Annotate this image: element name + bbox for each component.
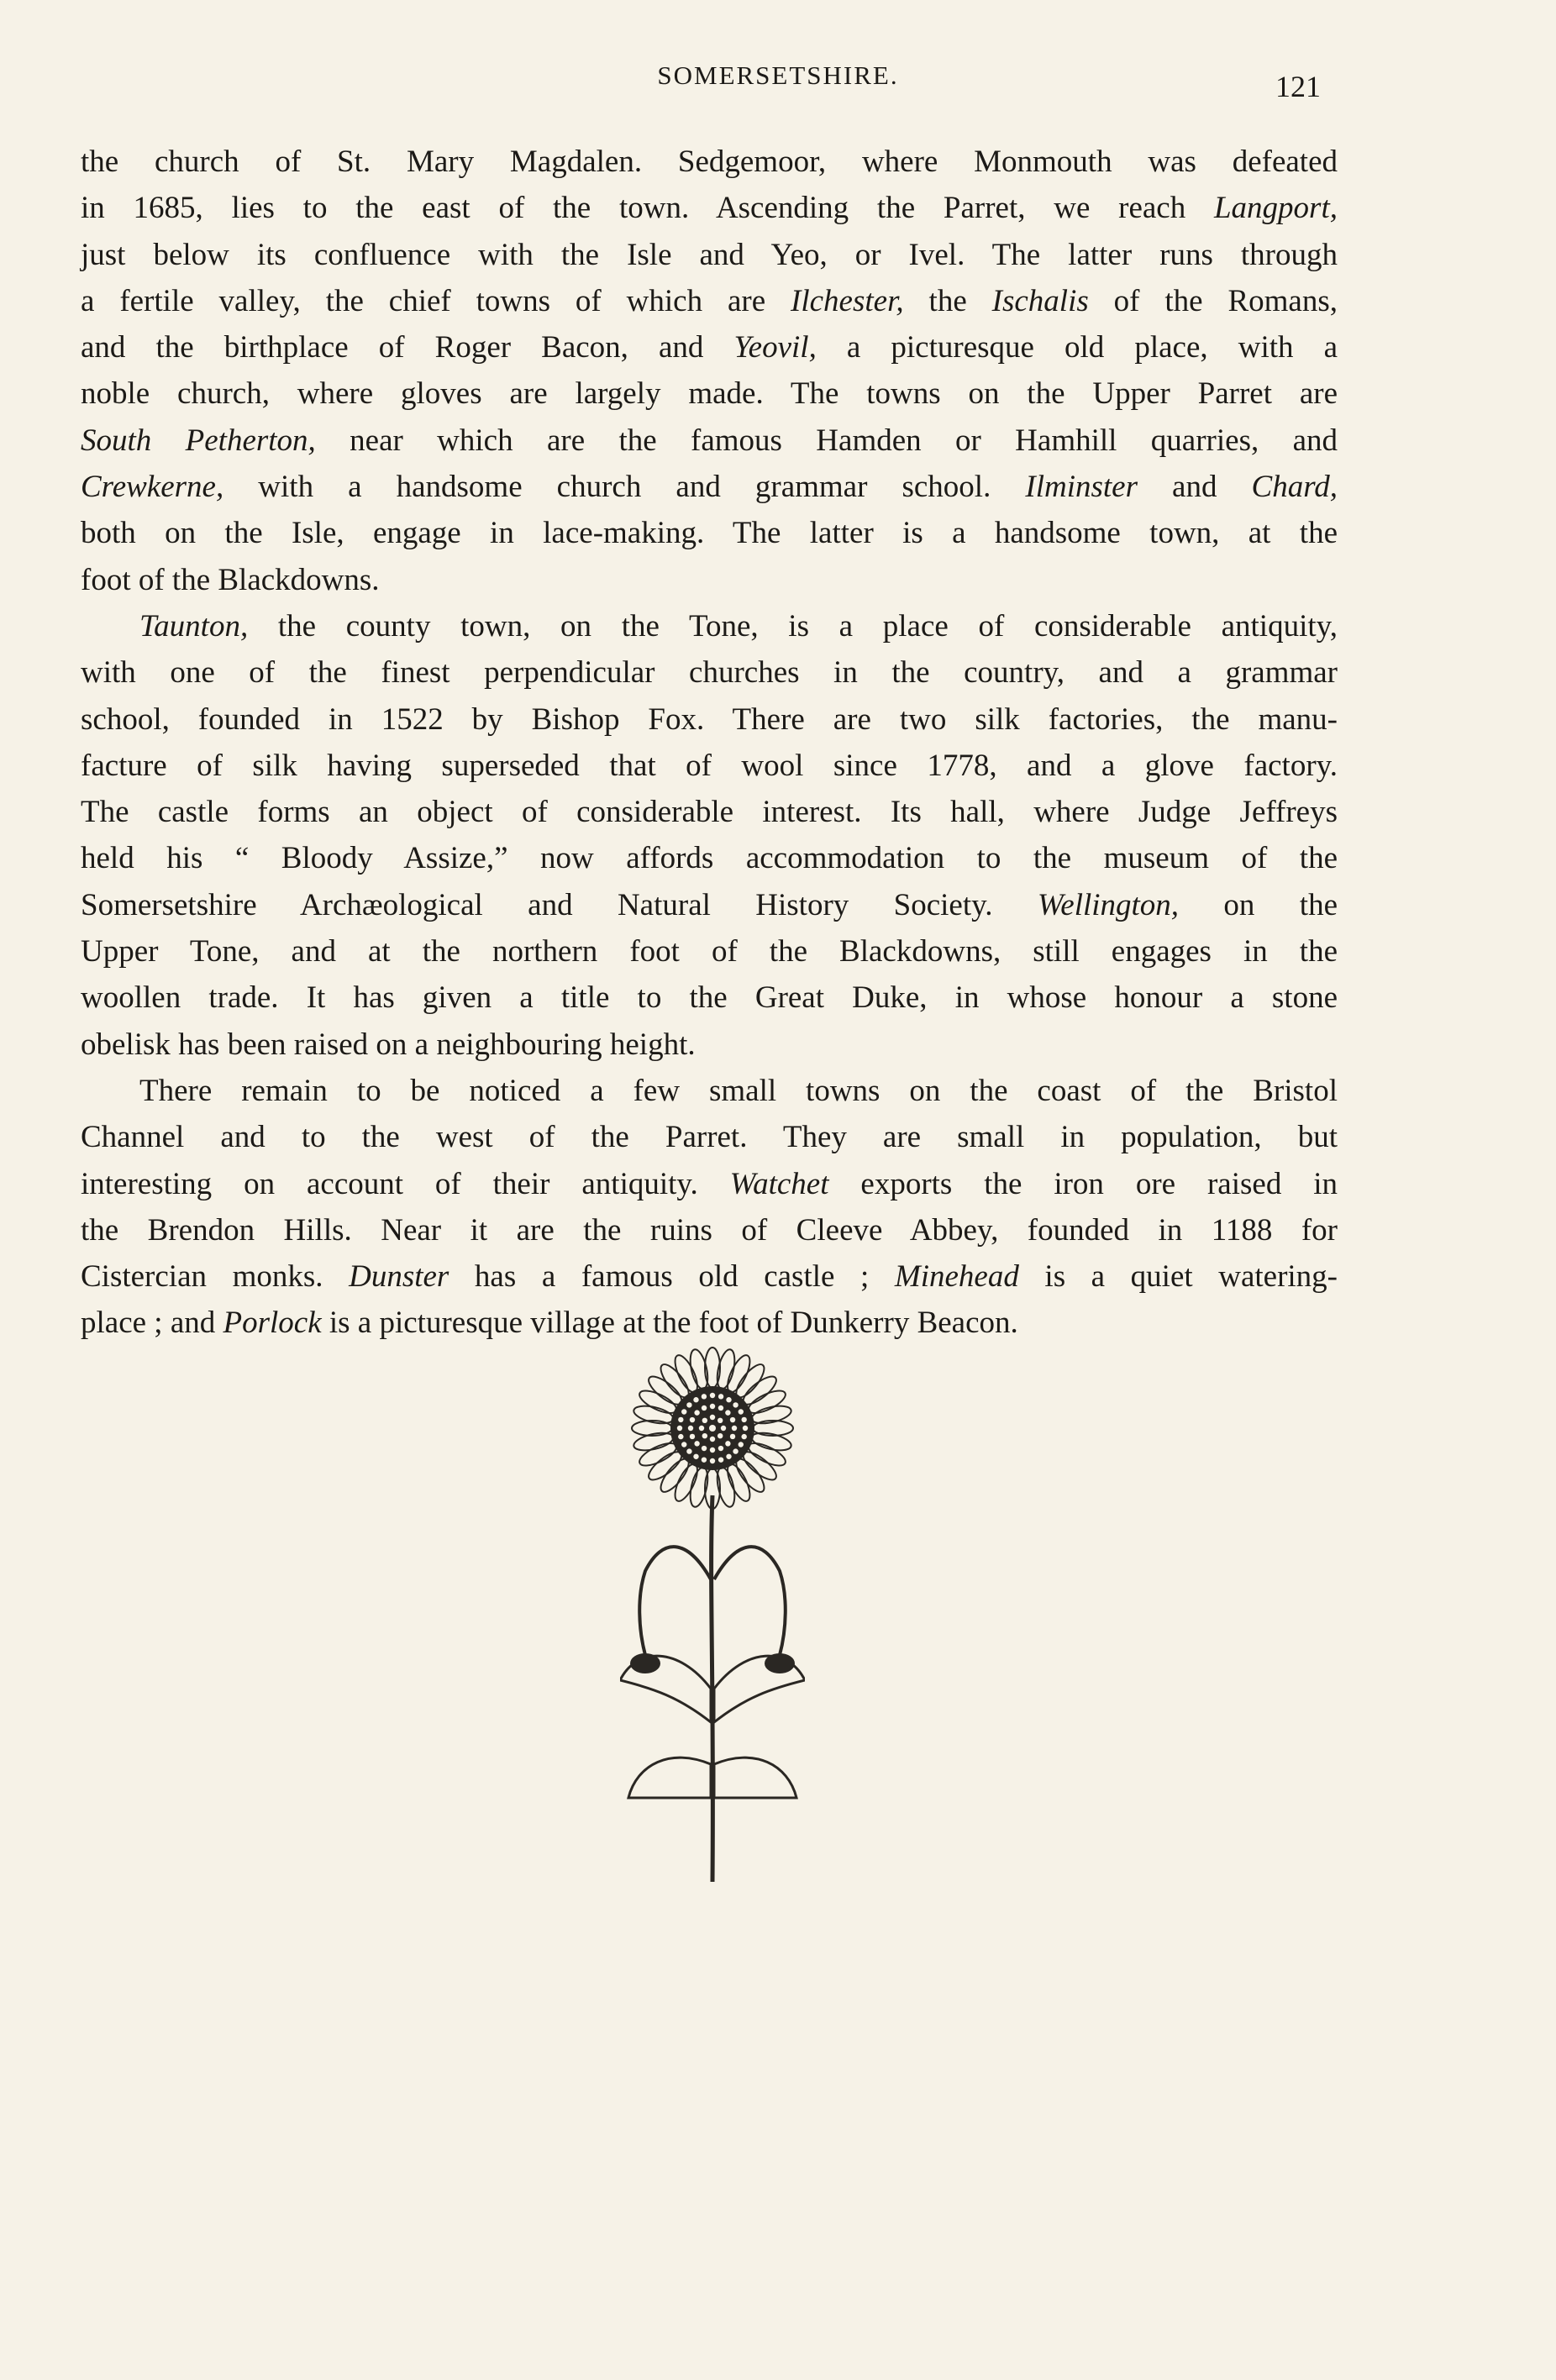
text-line [81, 603, 1338, 649]
ornament-floret [681, 1409, 686, 1414]
running-head: SOMERSETSHIRE. [657, 60, 899, 90]
italic-place-name: Watchet [729, 1166, 829, 1201]
sunflower-ornament-icon [620, 1327, 805, 1899]
text-run: and [1137, 470, 1252, 505]
ornament-floret [690, 1417, 695, 1422]
ornament-floret [702, 1446, 707, 1451]
ornament-floret [739, 1409, 744, 1414]
italic-place-name: Ilchester, [791, 283, 904, 318]
ornament-floret [743, 1426, 748, 1431]
italic-place-name: Ilminster [1025, 470, 1138, 505]
ornament-floret [741, 1417, 746, 1422]
text-run: school, founded in 1522 by Bishop Fox. There are two silk factories, the manu- [81, 701, 1338, 737]
text-run: just below its confluence with the Isle and Yeo, or Ivel. The latter runs through [81, 237, 1338, 272]
ornament-floret [710, 1458, 715, 1463]
text-run: obelisk has been raised on a neighbouring height. [81, 1027, 696, 1062]
ornament-floret [699, 1426, 704, 1431]
text-run: with a handsome church and grammar school. [223, 470, 1026, 505]
ornament-floret [710, 1404, 715, 1409]
ornament-floret [702, 1457, 707, 1462]
ornament-floret [710, 1437, 715, 1442]
ornament-floret [726, 1397, 731, 1402]
text-line [81, 232, 1338, 278]
text-line [81, 370, 1338, 417]
text-line [81, 185, 1338, 231]
text-line [81, 882, 1338, 928]
text-line [81, 649, 1338, 696]
ornament-floret [677, 1426, 682, 1431]
ornament-floret [693, 1397, 698, 1402]
ornament-floret [721, 1426, 726, 1431]
ornament-floret [678, 1417, 683, 1422]
text-run: the Brendon Hills. Near it are the ruins of Cleeve Abbey, founded in 1188 for [81, 1212, 1338, 1248]
ornament-floret [725, 1410, 730, 1415]
text-line [81, 418, 1338, 464]
ornament-floret [694, 1410, 699, 1415]
ornament-floret [702, 1418, 707, 1423]
text-run: both on the Isle, engage in lace-making. The latter is a handsome town, at the [81, 516, 1338, 551]
ornament-floret [741, 1434, 746, 1439]
ornament-leaf-left-lower [628, 1757, 711, 1798]
ornament-floret [688, 1426, 693, 1431]
ornament-floret [678, 1434, 683, 1439]
italic-place-name: Chard, [1251, 470, 1338, 505]
ornament-floret [718, 1405, 723, 1411]
ornament-floret [686, 1402, 691, 1407]
italic-place-name: Dunster [349, 1259, 449, 1295]
text-line [81, 835, 1338, 881]
ornament-left-stalk [639, 1547, 711, 1655]
text-run: the church of St. Mary Magdalen. Sedgemoor, where Monmouth was defeated [81, 144, 1338, 179]
text-run: exports the iron ore raised in [828, 1166, 1338, 1201]
text-run: is a quiet watering- [1018, 1259, 1338, 1295]
ornament-floret [690, 1434, 695, 1439]
text-run: Upper Tone, and at the northern foot of the Blackdowns, still engages in the [81, 934, 1338, 969]
ornament-floret [718, 1433, 723, 1438]
ornament-floret [725, 1441, 730, 1446]
text-run: Cistercian monks. [81, 1259, 350, 1295]
text-line [81, 139, 1338, 185]
text-line [81, 510, 1338, 556]
text-run: with one of the finest perpendicular churches in the country, and a grammar [81, 655, 1338, 691]
text-line [81, 464, 1338, 510]
ornament-floret [718, 1457, 723, 1462]
ornament-floret [733, 1402, 738, 1407]
text-run: Channel and to the west of the Parret. They are small in population, but [81, 1120, 1338, 1155]
text-line [81, 1022, 1338, 1068]
page-number: 121 [1275, 70, 1321, 103]
text-line [81, 696, 1338, 743]
italic-place-name: Ischalis [991, 283, 1089, 318]
italic-place-name: Yeovil, [733, 330, 817, 365]
text-run: woollen trade. It has given a title to the Great Duke, in whose honour a stone [81, 980, 1338, 1016]
text-run: is a picturesque village at the foot of Dunkerry Beacon. [321, 1306, 1018, 1341]
text-run: facture of silk having superseded that of wool since 1778, and a glove factory. [81, 748, 1338, 783]
ornament-floret [710, 1447, 715, 1453]
ornament-floret [694, 1441, 699, 1446]
ornament-floret [702, 1405, 707, 1411]
italic-place-name: South Petherton, [81, 423, 316, 458]
text-run: interesting on account of their antiquity. [81, 1166, 730, 1201]
text-line [81, 928, 1338, 975]
italic-place-name: Langport, [1213, 191, 1338, 226]
ornament-leaf-right-lower [714, 1757, 796, 1798]
text-run: noble church, where gloves are largely made. The towns on the Upper Parret are [81, 376, 1338, 412]
italic-place-name: Crewkerne, [81, 470, 224, 505]
body-text [81, 139, 1338, 1347]
text-line [81, 743, 1338, 789]
ornament-floret [710, 1415, 715, 1420]
text-run: the county town, on the Tone, is a place of considerable antiquity, [248, 608, 1338, 644]
ornament-floret [718, 1446, 723, 1451]
text-line [81, 1207, 1338, 1253]
text-run: of the Romans, [1088, 283, 1338, 318]
text-line [81, 324, 1338, 370]
text-run: a fertile valley, the chief towns of which are [81, 283, 791, 318]
text-line [81, 789, 1338, 835]
text-run: has a famous old castle ; [449, 1259, 895, 1295]
text-run: a picturesque old place, with a [816, 330, 1338, 365]
text-run: place ; and [81, 1306, 223, 1341]
text-line [81, 1114, 1338, 1160]
ornament-floret [739, 1442, 744, 1447]
text-run: foot of the Blackdowns. [81, 562, 380, 597]
text-run: on the [1179, 887, 1338, 922]
text-run: The castle forms an object of considerable interest. Its hall, where Judge Jeffreys [81, 795, 1338, 830]
italic-place-name: Wellington, [1037, 887, 1180, 922]
ornament-right-stalk [714, 1547, 786, 1655]
text-run: Somersetshire Archæological and Natural History Society. [81, 887, 1038, 922]
ornament-floret [726, 1454, 731, 1459]
ornament-floret [693, 1454, 698, 1459]
text-line [81, 1161, 1338, 1207]
text-run: near which are the famous Hamden or Hamhill quarries, and [315, 423, 1338, 458]
text-line [81, 975, 1338, 1021]
text-run: There remain to be noticed a few small towns on the coast of the Bristol [139, 1073, 1338, 1108]
text-line [81, 278, 1338, 324]
ornament-bud-right [765, 1653, 795, 1673]
ornament-floret [718, 1394, 723, 1399]
text-run: held his “ Bloody Assize,” now affords accommodation to the museum of the [81, 841, 1338, 876]
ornament-floret [730, 1434, 735, 1439]
text-line [81, 1068, 1338, 1114]
text-run: and the birthplace of Roger Bacon, and [81, 330, 734, 365]
text-line [81, 557, 1338, 603]
text-run: the [903, 283, 992, 318]
text-run: in 1685, lies to the east of the town. Ascending the Parret, we reach [81, 191, 1214, 226]
ornament-floret [718, 1418, 723, 1423]
ornament-floret [710, 1393, 715, 1398]
ornament-floret [702, 1433, 707, 1438]
italic-place-name: Taunton, [139, 608, 249, 644]
ornament-floret [732, 1426, 737, 1431]
text-line [81, 1253, 1338, 1300]
ornament-floret [730, 1417, 735, 1422]
ornament-floret [733, 1448, 738, 1453]
ornament-floret [686, 1448, 691, 1453]
italic-place-name: Porlock [223, 1306, 322, 1341]
ornament-bud-left [630, 1653, 660, 1673]
ornament-floret [681, 1442, 686, 1447]
ornament-floret [709, 1425, 716, 1432]
ornament-floret [702, 1394, 707, 1399]
italic-place-name: Minehead [894, 1259, 1019, 1295]
